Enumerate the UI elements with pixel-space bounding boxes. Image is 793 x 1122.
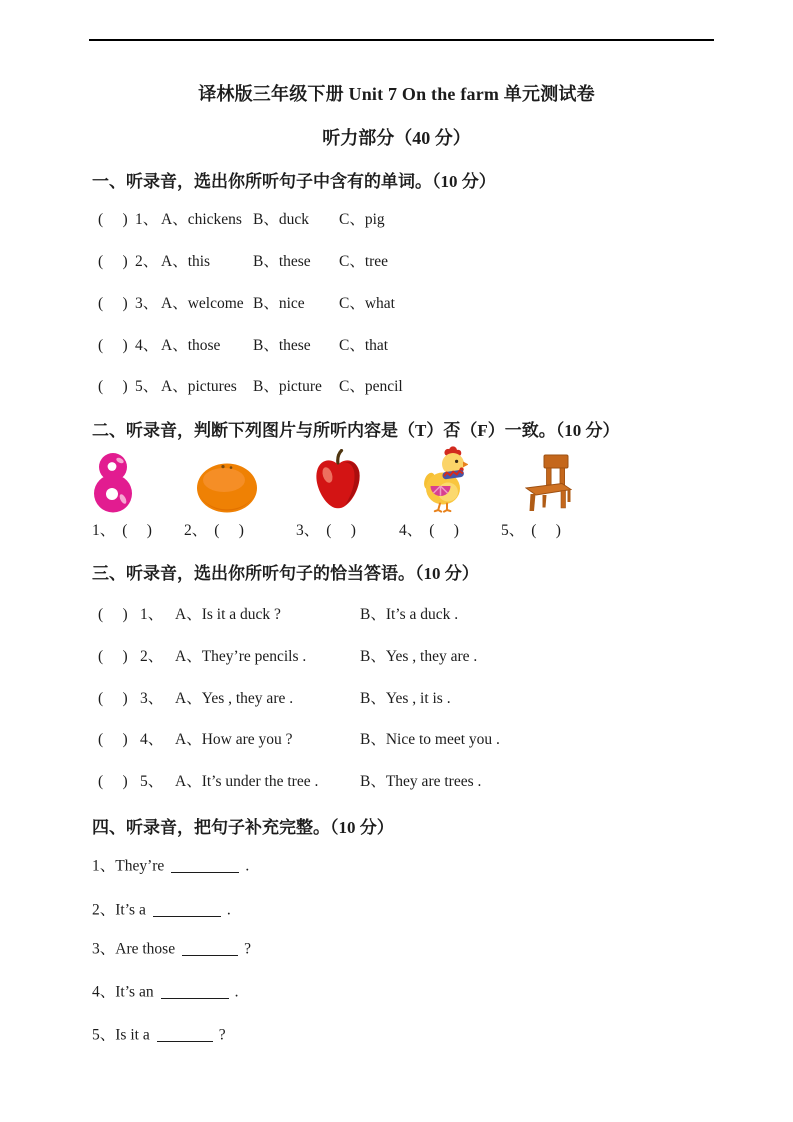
option-a: A、welcome xyxy=(161,295,244,312)
option-a: A、pictures xyxy=(161,378,237,395)
option-b: B、Yes , it is . xyxy=(360,690,451,707)
response-choice-row xyxy=(98,771,481,793)
fill-in-row xyxy=(92,854,249,878)
answer-parentheses: ( ) xyxy=(326,522,356,539)
item-number: 4、 xyxy=(135,337,159,354)
listening-part-heading: 听力部分（40 分） xyxy=(322,128,471,148)
picture-answer-slot xyxy=(501,520,561,542)
section2-heading: 二、听录音，判断下列图片与所听内容是（T）否（F）一致。（10 分） xyxy=(92,421,620,440)
answer-parentheses: ( ) xyxy=(98,648,128,665)
word-choice-row xyxy=(98,335,388,357)
item-number: 1、 xyxy=(92,857,116,875)
chair-icon xyxy=(525,452,572,513)
answer-parentheses: ( ) xyxy=(98,337,128,354)
answer-parentheses: ( ) xyxy=(531,522,561,539)
option-c: C、what xyxy=(339,295,395,312)
sentence-punctuation: ? xyxy=(244,940,251,958)
orange-icon xyxy=(196,462,258,513)
fill-in-row xyxy=(92,937,251,961)
fill-in-blank xyxy=(153,900,221,917)
answer-parentheses: ( ) xyxy=(98,211,128,228)
option-c: C、that xyxy=(339,337,389,354)
option-a: A、chickens xyxy=(161,211,242,228)
item-number: 4、 xyxy=(140,731,164,748)
option-b: B、duck xyxy=(253,211,309,228)
answer-parentheses: ( ) xyxy=(98,606,128,623)
chicken-icon xyxy=(423,445,468,513)
word-choice-row xyxy=(98,293,395,315)
answer-parentheses: ( ) xyxy=(214,522,244,539)
option-b: B、these xyxy=(253,337,311,354)
option-a: A、How are you ? xyxy=(175,731,293,748)
number-eight-icon xyxy=(94,452,132,513)
option-b: B、Nice to meet you . xyxy=(360,731,500,748)
option-c: C、pencil xyxy=(339,378,403,395)
picture-answer-slot xyxy=(184,520,296,542)
apple-icon xyxy=(314,449,362,513)
header-rule xyxy=(89,39,714,41)
section4-heading: 四、听录音，把句子补充完整。（10 分） xyxy=(92,818,394,837)
option-b: B、these xyxy=(253,253,311,270)
fill-in-row xyxy=(92,1023,226,1047)
answer-parentheses: ( ) xyxy=(98,773,128,790)
sentence-start: Is it a xyxy=(115,1026,150,1044)
answer-parentheses: ( ) xyxy=(98,253,128,270)
option-a: A、They’re pencils . xyxy=(175,648,307,665)
section3-heading: 三、听录音，选出你所听句子的恰当答语。（10 分） xyxy=(92,564,479,583)
option-a: A、It’s under the tree . xyxy=(175,773,319,790)
fill-in-blank xyxy=(182,939,238,956)
response-choice-row xyxy=(98,604,458,626)
item-number: 5、 xyxy=(140,773,164,790)
item-number: 1、 xyxy=(140,606,164,623)
option-a: A、this xyxy=(161,253,211,270)
sentence-start: It’s a xyxy=(115,901,146,919)
item-number: 2、 xyxy=(184,522,208,539)
fill-in-blank xyxy=(161,982,229,999)
section1-heading: 一、听录音，选出你所听句子中含有的单词。（10 分） xyxy=(92,172,496,191)
option-b: B、Yes , they are . xyxy=(360,648,478,665)
sentence-start: They’re xyxy=(115,857,165,875)
item-number: 1、 xyxy=(92,522,116,539)
option-a: A、Yes , they are . xyxy=(175,690,294,707)
answer-parentheses: ( ) xyxy=(122,522,152,539)
item-number: 2、 xyxy=(140,648,164,665)
page-title: 译林版三年级下册 Unit 7 On the farm 单元测试卷 xyxy=(198,84,595,104)
response-choice-row xyxy=(98,688,451,710)
option-b: B、picture xyxy=(253,378,322,395)
item-number: 4、 xyxy=(92,983,116,1001)
item-number: 5、 xyxy=(501,522,525,539)
sentence-punctuation: ? xyxy=(218,1026,226,1044)
fill-in-blank xyxy=(171,856,239,873)
item-number: 4、 xyxy=(399,522,423,539)
item-number: 1、 xyxy=(135,211,159,228)
option-c: C、pig xyxy=(339,211,385,228)
option-c: C、tree xyxy=(339,253,389,270)
answer-parentheses: ( ) xyxy=(98,731,128,748)
word-choice-row xyxy=(98,376,403,398)
word-choice-row xyxy=(98,209,385,231)
answer-parentheses: ( ) xyxy=(98,690,128,707)
item-number: 3、 xyxy=(140,690,164,707)
sentence-start: Are those xyxy=(115,940,176,958)
picture-answer-slot xyxy=(399,520,501,542)
item-number: 3、 xyxy=(135,295,159,312)
response-choice-row xyxy=(98,646,477,668)
item-number: 3、 xyxy=(92,940,116,958)
sentence-punctuation: . xyxy=(234,983,239,1001)
fill-in-blank xyxy=(157,1025,213,1042)
sentence-punctuation: . xyxy=(226,901,231,919)
option-b: B、They are trees . xyxy=(360,773,482,790)
option-b: B、nice xyxy=(253,295,305,312)
word-choice-row xyxy=(98,251,388,273)
item-number: 5、 xyxy=(92,1026,116,1044)
fill-in-row xyxy=(92,980,238,1004)
answer-parentheses: ( ) xyxy=(98,295,128,312)
item-number: 2、 xyxy=(135,253,159,270)
item-number: 3、 xyxy=(296,522,320,539)
answer-parentheses: ( ) xyxy=(429,522,459,539)
picture-answer-slot xyxy=(92,520,184,542)
picture-answer-slot xyxy=(296,520,399,542)
item-number: 2、 xyxy=(92,901,116,919)
item-number: 5、 xyxy=(135,378,159,395)
response-choice-row xyxy=(98,729,500,751)
sentence-start: It’s an xyxy=(115,983,154,1001)
section2-answer-row xyxy=(92,520,561,542)
option-a: A、those xyxy=(161,337,221,354)
answer-parentheses: ( ) xyxy=(98,378,128,395)
option-a: A、Is it a duck ? xyxy=(175,606,281,623)
option-b: B、It’s a duck . xyxy=(360,606,459,623)
sentence-punctuation: . xyxy=(245,857,250,875)
fill-in-row xyxy=(92,898,231,922)
